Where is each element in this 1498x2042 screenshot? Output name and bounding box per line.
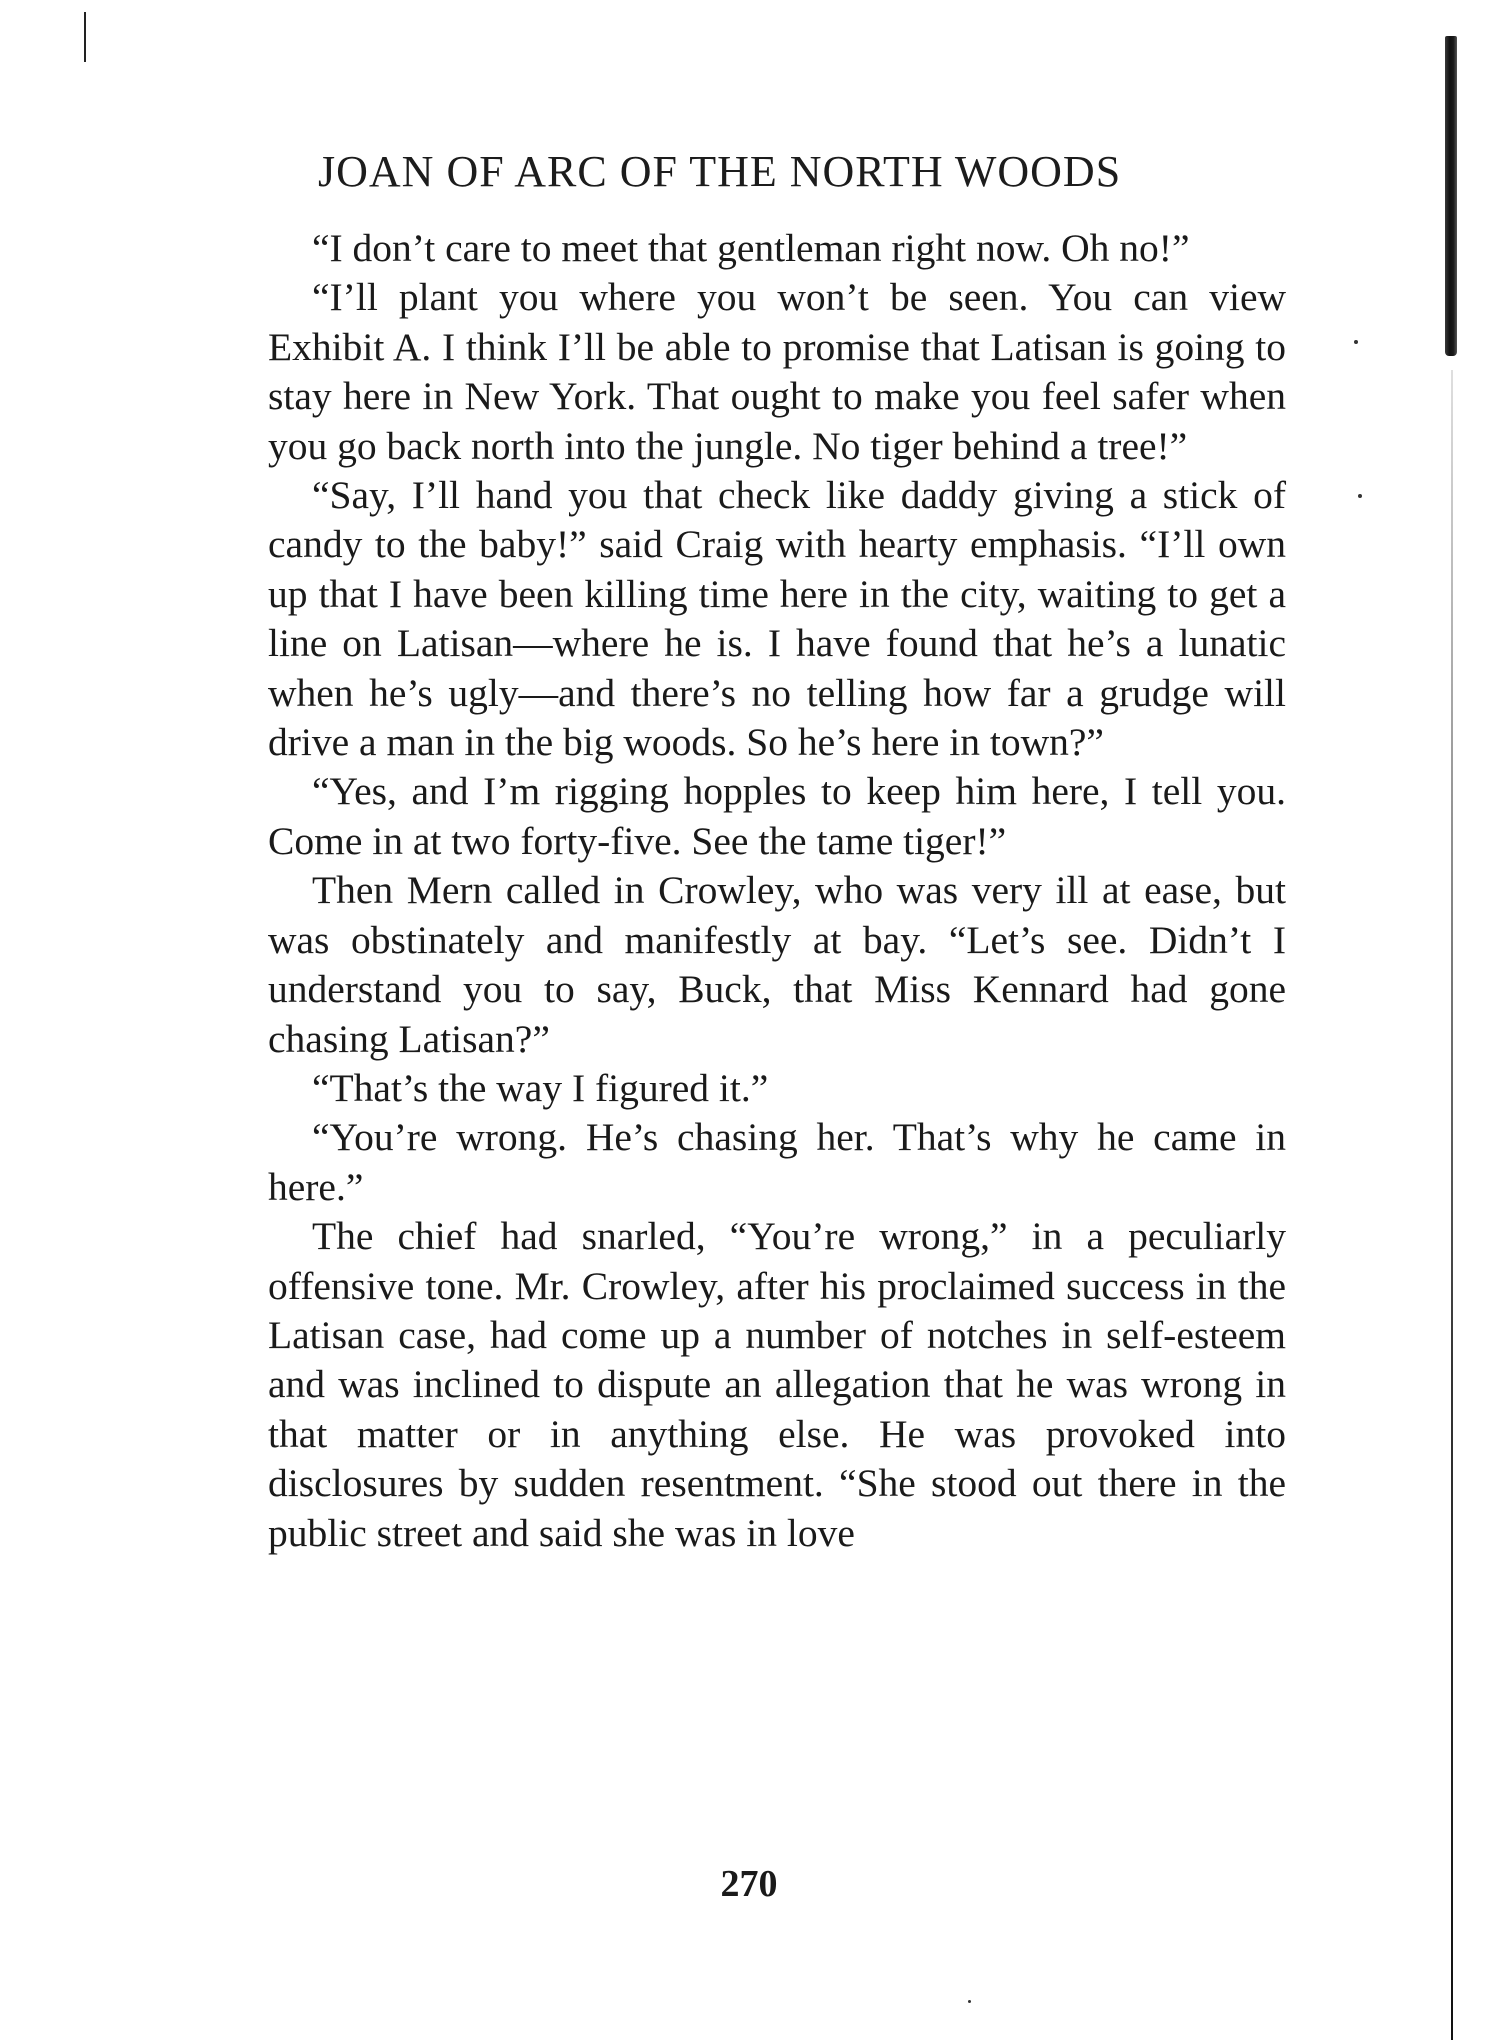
paragraph: “I’ll plant you where you won’t be seen. You can view Exhibit A. I think I’ll be able to promise that Latisan is going to stay here in New York. That ought to make you feel safer when you go back north into the jungle. No tiger behind a tree!” bbox=[268, 275, 1286, 468]
paragraph: The chief had snarled, “You’re wrong,” in a peculiarly offensive tone. Mr. Crowley, after his proclaimed success in the Latisan case, had come up a number of notches in self-esteem and was inclined to dispute an allegation that he was wrong in that matter or in anything else. He was provoked into disclosures by sudden resentment. “She stood out there in the public street and said she was in love bbox=[268, 1214, 1286, 1555]
paragraph: “Yes, and I’m rigging hopples to keep him here, I tell you. Come in at two forty-five. See the tame tiger!” bbox=[268, 769, 1286, 863]
paragraph: “You’re wrong. He’s chasing her. That’s why he came in here.” bbox=[268, 1115, 1286, 1209]
scan-speck bbox=[1358, 494, 1362, 498]
paragraph: “That’s the way I figured it.” bbox=[312, 1065, 769, 1110]
scan-gutter-line bbox=[1451, 370, 1453, 2040]
scan-gutter-shadow bbox=[1445, 36, 1457, 356]
paragraph: Then Mern called in Crowley, who was very ill at ease, but was obstinately and manifestly at bay. “Let’s see. Didn’t I understand you to say, Buck, that Miss Kennard had gone chasing Latisan?” bbox=[268, 868, 1286, 1061]
paragraph: “Say, I’ll hand you that check like daddy giving a stick of candy to the baby!” said Craig with hearty emphasis. “I’ll own up that I have been killing time here in the city, waiting to get a line on Latisan—where he is. I have found that he’s a lunatic when he’s ugly—and there’s no telling how far a grudge will drive a man in the big woods. So he’s here in town?” bbox=[268, 473, 1286, 765]
scan-margin-mark bbox=[84, 12, 86, 62]
paragraph: “I don’t care to meet that gentleman right now. Oh no!” bbox=[312, 226, 1190, 270]
body-text bbox=[268, 224, 1286, 1558]
running-head: JOAN OF ARC OF THE NORTH WOODS bbox=[318, 147, 1122, 196]
scan-speck bbox=[1354, 340, 1358, 344]
scan-speck bbox=[968, 2000, 971, 2003]
page-number: 270 bbox=[720, 1863, 778, 1905]
